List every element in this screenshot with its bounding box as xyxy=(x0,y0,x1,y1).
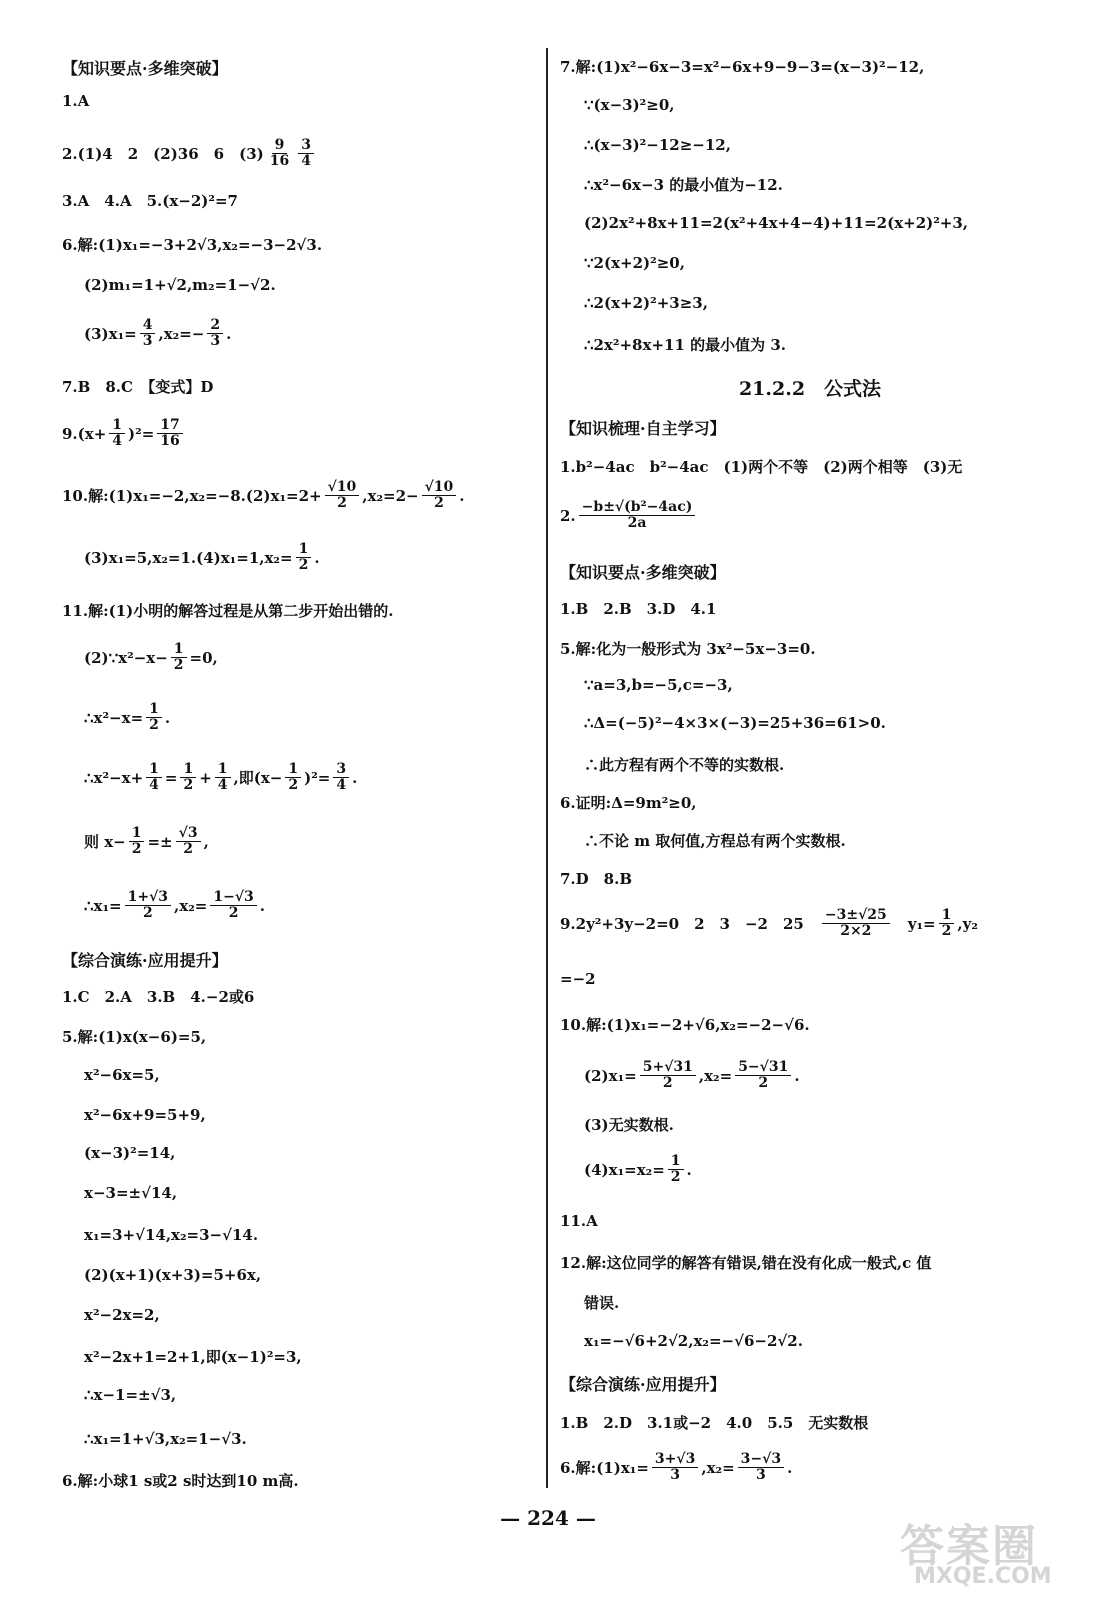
fraction xyxy=(735,1060,791,1092)
fraction xyxy=(579,500,696,532)
answer-line: (2)(x+1)(x+3)=5+6x, xyxy=(84,1266,262,1284)
text: ∴x²−x+ xyxy=(84,768,144,787)
answer-line: x²−2x+1=2+1,即(x−1)²=3, xyxy=(84,1348,302,1366)
answer-line xyxy=(560,500,698,532)
numerator: 3−√3 xyxy=(738,1452,784,1468)
numerator: 1 xyxy=(939,908,955,924)
text: (4)x₁=x₂= xyxy=(584,1160,665,1179)
denominator: 2 xyxy=(941,923,952,940)
numerator: 2 xyxy=(207,318,223,334)
answer-line: (x−3)²=14, xyxy=(84,1144,176,1162)
section-heading: 【综合演练·应用提升】 xyxy=(62,951,228,970)
watermark-url: MXQE.COM xyxy=(914,1564,1052,1589)
denominator: 4 xyxy=(112,433,123,450)
numerator: 1 xyxy=(146,762,162,778)
fraction xyxy=(738,1452,784,1484)
answer-line: ∴x−1=±√3, xyxy=(84,1386,177,1404)
text: )²= xyxy=(304,768,331,787)
text: ,x₂=2− xyxy=(362,486,419,505)
numerator: 1 xyxy=(215,762,231,778)
denominator: 2 xyxy=(228,905,239,922)
numerator: 3+√3 xyxy=(652,1452,698,1468)
answer-line xyxy=(62,418,186,450)
denominator: 3 xyxy=(755,1467,766,1484)
fraction xyxy=(129,826,145,858)
answer-line: 10.解:(1)x₁=−2+√6,x₂=−2−√6. xyxy=(560,1016,810,1034)
section-heading: 【知识要点·多维突破】 xyxy=(62,59,228,78)
answer-line xyxy=(84,642,218,674)
answer-line: ∴x²−6x−3 的最小值为−12. xyxy=(584,176,783,194)
watermark-logo xyxy=(900,1510,1070,1590)
answer-line: 1.A xyxy=(62,92,90,110)
text: . xyxy=(352,768,358,787)
fraction xyxy=(171,642,187,674)
denominator: 2a xyxy=(627,515,647,532)
numerator: 1−√3 xyxy=(210,890,256,906)
numerator: 4 xyxy=(140,318,156,334)
text: ,x₂= xyxy=(701,1458,735,1477)
numerator: 1 xyxy=(668,1154,684,1170)
text: ,即(x− xyxy=(233,769,283,788)
fraction xyxy=(939,908,955,940)
answer-line: ∴此方程有两个不等的实数根. xyxy=(584,756,785,774)
section-heading: 【知识梳理·自主学习】 xyxy=(560,419,726,438)
denominator: 3 xyxy=(210,333,221,350)
answer-line: (3)无实数根. xyxy=(584,1116,674,1134)
answer-line: (2)m₁=1+√2,m₂=1−√2. xyxy=(84,276,276,294)
text: 则 x− xyxy=(84,833,126,852)
numerator: 1 xyxy=(171,642,187,658)
text: =0, xyxy=(189,648,218,667)
text: ,x₂= xyxy=(698,1066,733,1085)
fraction xyxy=(296,542,312,574)
numerator: √10 xyxy=(422,480,457,496)
fraction xyxy=(325,480,360,512)
answer-line xyxy=(84,762,357,794)
fraction xyxy=(298,138,314,170)
denominator: 2 xyxy=(149,717,159,734)
answer-line xyxy=(84,826,209,858)
numerator: 1 xyxy=(146,702,162,718)
text: . xyxy=(686,1160,692,1179)
fraction xyxy=(207,318,223,350)
fraction xyxy=(285,762,301,794)
answer-line: x²−6x=5, xyxy=(84,1066,160,1084)
fraction xyxy=(180,762,196,794)
text: . xyxy=(787,1458,793,1477)
fraction xyxy=(210,890,256,922)
text: (2)∵x²−x− xyxy=(84,648,168,667)
text: = xyxy=(164,768,178,787)
answer-line: 1.B 2.B 3.D 4.1 xyxy=(560,600,717,618)
text: =± xyxy=(147,832,173,851)
answer-line: 7.解:(1)x²−6x−3=x²−6x+9−9−3=(x−3)²−12, xyxy=(560,58,925,76)
text: . xyxy=(794,1066,800,1085)
watermark-text: 答案圈 xyxy=(900,1521,1038,1572)
numerator: 9 xyxy=(272,138,288,154)
numerator: 1 xyxy=(109,418,125,434)
answer-line: ∵a=3,b=−5,c=−3, xyxy=(584,676,733,694)
answer-line: ∴2x²+8x+11 的最小值为 3. xyxy=(584,336,786,354)
denominator: 3 xyxy=(142,333,153,350)
answer-line: 7.D 8.B xyxy=(560,870,633,888)
answer-line: ∴Δ=(−5)²−4×3×(−3)=25+36=61>0. xyxy=(584,714,886,732)
numerator: 3 xyxy=(298,138,314,154)
text: 9.(x+ xyxy=(62,424,107,443)
numerator: 5−√31 xyxy=(735,1060,791,1076)
numerator: √3 xyxy=(176,826,201,842)
text: ,x₂=− xyxy=(158,324,205,343)
numerator: 1 xyxy=(129,826,145,842)
answer-line: (2)2x²+8x+11=2(x²+4x+4−4)+11=2(x+2)²+3, xyxy=(584,214,969,232)
denominator: 2 xyxy=(288,777,299,794)
answer-line: 11.A xyxy=(560,1212,598,1230)
denominator: 3 xyxy=(670,1467,680,1484)
answer-line: ∵(x−3)²≥0, xyxy=(584,96,675,114)
answer-line: 错误. xyxy=(584,1294,620,1312)
fraction xyxy=(422,480,457,512)
text: , xyxy=(203,832,209,851)
answer-line: =−2 xyxy=(560,970,596,988)
fraction xyxy=(157,418,182,450)
answer-line xyxy=(62,480,465,512)
fraction xyxy=(822,908,890,940)
numerator: 5+√31 xyxy=(640,1060,696,1076)
answer-line xyxy=(84,890,265,922)
text: . xyxy=(226,324,232,343)
denominator: 2 xyxy=(142,905,153,922)
fraction xyxy=(140,318,156,350)
answer-line xyxy=(84,702,170,734)
section-heading: 【知识要点·多维突破】 xyxy=(560,563,726,582)
text: . xyxy=(459,486,465,505)
denominator: 16 xyxy=(269,153,290,170)
text: . xyxy=(164,708,171,727)
denominator: 2×2 xyxy=(840,923,872,940)
text: ,y₂ xyxy=(957,914,978,933)
denominator: 2 xyxy=(173,657,184,674)
numerator: 3 xyxy=(333,762,349,778)
answer-line: 1.C 2.A 3.B 4.−2或6 xyxy=(62,988,255,1006)
denominator: 2 xyxy=(434,495,444,512)
denominator: 4 xyxy=(217,777,228,794)
fraction xyxy=(109,418,125,450)
answer-line: ∴(x−3)²−12≥−12, xyxy=(584,136,731,154)
numerator: −3±√25 xyxy=(822,908,890,924)
section-title: 21.2.2 公式法 xyxy=(738,378,882,400)
answer-line xyxy=(560,908,978,940)
denominator: 2 xyxy=(670,1169,681,1186)
answer-line xyxy=(584,1060,800,1092)
numerator: 1 xyxy=(296,542,312,558)
denominator: 4 xyxy=(149,777,159,794)
answer-line: x²−2x=2, xyxy=(84,1306,160,1324)
answer-line: 5.解:化为一般形式为 3x²−5x−3=0. xyxy=(560,640,816,658)
text: 9.2y²+3y−2=0 2 3 −2 25 xyxy=(560,915,819,934)
answer-line: 1.B 2.D 3.1或−2 4.0 5.5 无实数根 xyxy=(560,1414,869,1432)
text: . xyxy=(259,896,266,915)
text: (2)x₁= xyxy=(584,1066,637,1085)
answer-line xyxy=(84,318,231,350)
numerator: 1 xyxy=(285,762,301,778)
text: 2. xyxy=(560,506,576,525)
denominator: 2 xyxy=(758,1075,769,1092)
fraction xyxy=(146,762,162,794)
answer-line: ∴x₁=1+√3,x₂=1−√3. xyxy=(84,1430,247,1448)
text: y₁= xyxy=(892,915,936,934)
column-divider xyxy=(546,48,548,1488)
text: . xyxy=(314,548,320,567)
answer-line: x−3=±√14, xyxy=(84,1184,178,1202)
text: 6.解:(1)x₁= xyxy=(560,1459,649,1478)
answer-line: x₁=3+√14,x₂=3−√14. xyxy=(84,1226,259,1244)
answer-line xyxy=(560,1452,792,1484)
text: 10.解:(1)x₁=−2,x₂=−8.(2)x₁=2+ xyxy=(62,487,322,506)
numerator: 1+√3 xyxy=(125,890,171,906)
denominator: 4 xyxy=(301,153,311,170)
denominator: 4 xyxy=(336,777,347,794)
fraction xyxy=(215,762,231,794)
answer-line: 6.解:(1)x₁=−3+2√3,x₂=−3−2√3. xyxy=(62,236,323,254)
answer-line: ∴2(x+2)²+3≥3, xyxy=(584,294,708,312)
text: ,x₂= xyxy=(174,896,208,915)
text: + xyxy=(199,768,212,787)
fraction xyxy=(125,890,171,922)
fraction xyxy=(267,138,292,170)
denominator: 2 xyxy=(662,1075,673,1092)
answer-line: 7.B 8.C 【变式】D xyxy=(62,378,214,396)
fraction xyxy=(176,826,201,858)
answer-line: 11.解:(1)小明的解答过程是从第二步开始出错的. xyxy=(62,602,394,620)
denominator: 2 xyxy=(298,557,309,574)
text: ∴x²−x= xyxy=(84,708,144,727)
fraction xyxy=(640,1060,696,1092)
answer-line: 6.证明:Δ=9m²≥0, xyxy=(560,794,697,812)
answer-line: 5.解:(1)x(x−6)=5, xyxy=(62,1028,207,1046)
answer-line: 12.解:这位同学的解答有错误,错在没有化成一般式,c 值 xyxy=(560,1254,932,1272)
text: )²= xyxy=(128,424,155,443)
text: (3)x₁=5,x₂=1.(4)x₁=1,x₂= xyxy=(84,548,293,567)
text: ∴x₁= xyxy=(84,896,122,915)
answer-line xyxy=(584,1154,692,1186)
answer-line: x²−6x+9=5+9, xyxy=(84,1106,206,1124)
numerator: √10 xyxy=(325,480,360,496)
section-heading: 【综合演练·应用提升】 xyxy=(560,1375,726,1394)
answer-line: 6.解:小球1 s或2 s时达到10 m高. xyxy=(62,1472,299,1490)
text: 2.(1)4 2 (2)36 6 (3) xyxy=(62,145,264,164)
page-number: — 224 — xyxy=(500,1506,596,1530)
answer-line xyxy=(84,542,320,574)
numerator: 17 xyxy=(157,418,182,434)
answer-line: x₁=−√6+2√2,x₂=−√6−2√2. xyxy=(584,1332,803,1350)
text: (3)x₁= xyxy=(84,324,137,343)
fraction xyxy=(333,762,349,794)
denominator: 2 xyxy=(131,841,142,858)
answer-line xyxy=(62,138,317,170)
fraction xyxy=(652,1452,698,1484)
numerator: 1 xyxy=(180,762,196,778)
fraction xyxy=(668,1154,684,1186)
answer-line: ∵2(x+2)²≥0, xyxy=(584,254,685,272)
fraction xyxy=(146,702,162,734)
answer-line: 3.A 4.A 5.(x−2)²=7 xyxy=(62,192,238,210)
denominator: 2 xyxy=(183,841,193,858)
denominator: 16 xyxy=(160,433,180,450)
numerator: −b±√(b²−4ac) xyxy=(579,500,696,516)
answer-line: ∴不论 m 取何值,方程总有两个实数根. xyxy=(584,832,846,850)
denominator: 2 xyxy=(183,777,194,794)
denominator: 2 xyxy=(337,495,347,512)
answer-line: 1.b²−4ac b²−4ac (1)两个不等 (2)两个相等 (3)无 xyxy=(560,458,963,476)
